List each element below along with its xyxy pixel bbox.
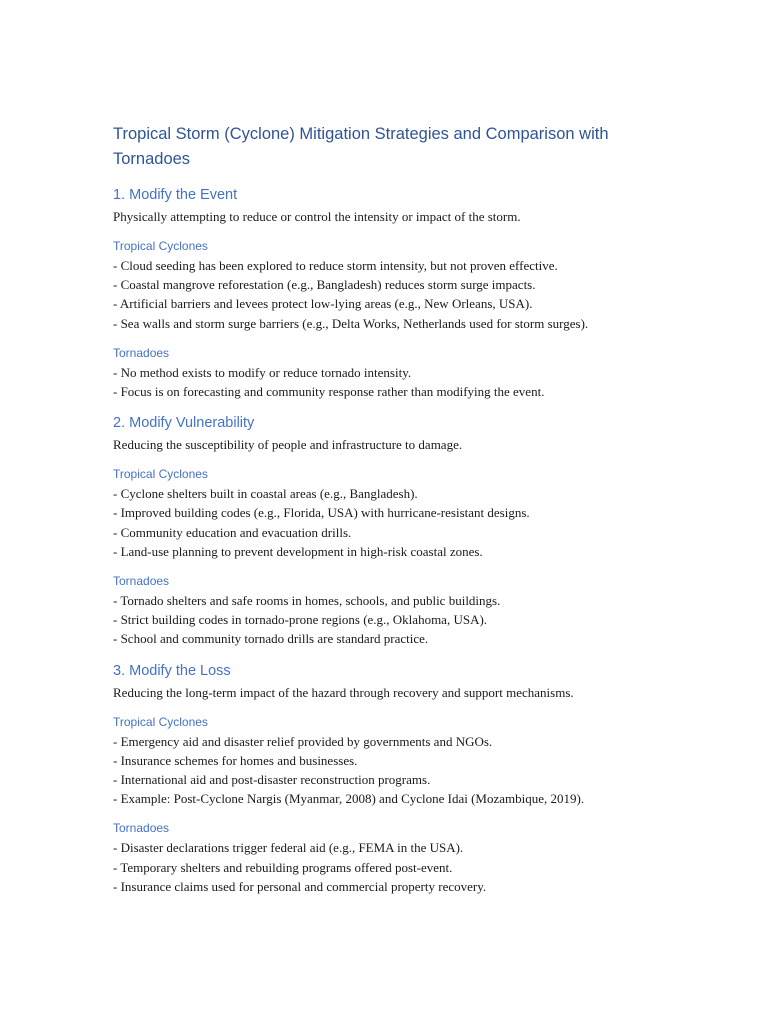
list-item: - Coastal mangrove reforestation (e.g., Bangladesh) reduces storm surge impacts. bbox=[113, 277, 536, 293]
list-item: - Disaster declarations trigger federal aid (e.g., FEMA in the USA). bbox=[113, 840, 464, 856]
list-item: - International aid and post-disaster reconstruction programs. bbox=[113, 772, 431, 788]
subheading-tornadoes: Tornadoes bbox=[113, 574, 170, 589]
document-title: Tropical Storm (Cyclone) Mitigation Strategies and Comparison with Tornadoes bbox=[113, 125, 609, 168]
bullet-list bbox=[113, 256, 673, 333]
list-item: - Improved building codes (e.g., Florida, USA) with hurricane-resistant designs. bbox=[113, 505, 530, 521]
subheading-tornadoes: Tornadoes bbox=[113, 821, 170, 836]
section-heading: 2. Modify Vulnerability bbox=[113, 415, 255, 432]
bullet-list bbox=[113, 484, 673, 561]
list-item: - Community education and evacuation drills. bbox=[113, 524, 352, 540]
list-item: - Tornado shelters and safe rooms in homes, schools, and public buildings. bbox=[113, 593, 501, 609]
subheading-tropical-cyclones: Tropical Cyclones bbox=[113, 714, 208, 729]
section-description: Reducing the long-term impact of the hazard through recovery and support mechanisms. bbox=[113, 684, 574, 700]
bullet-list bbox=[113, 732, 673, 809]
subheading-tornadoes: Tornadoes bbox=[113, 345, 170, 360]
subheading-tropical-cyclones: Tropical Cyclones bbox=[113, 467, 208, 482]
document-page bbox=[113, 122, 673, 908]
subheading-tropical-cyclones: Tropical Cyclones bbox=[113, 239, 208, 253]
section-description: Reducing the susceptibility of people and infrastructure to damage. bbox=[113, 437, 463, 453]
section-heading: 1. Modify the Event bbox=[113, 187, 238, 203]
list-item: - Temporary shelters and rebuilding programs offered post-event. bbox=[113, 859, 453, 875]
list-item: - Sea walls and storm surge barriers (e.g., Delta Works, Netherlands used for storm surges). bbox=[113, 315, 589, 331]
list-item: - Insurance schemes for homes and businesses. bbox=[113, 752, 358, 768]
list-item: - Strict building codes in tornado-prone regions (e.g., Oklahoma, USA). bbox=[113, 612, 488, 628]
section-modify-loss bbox=[113, 661, 673, 896]
list-item: - Emergency aid and disaster relief provided by governments and NGOs. bbox=[113, 733, 493, 749]
section-modify-vulnerability bbox=[113, 413, 673, 648]
bullet-list bbox=[113, 838, 673, 896]
bullet-list bbox=[113, 591, 673, 649]
list-item: - Example: Post-Cyclone Nargis (Myanmar, 2008) and Cyclone Idai (Mozambique, 2019). bbox=[113, 791, 585, 807]
section-heading: 3. Modify the Loss bbox=[113, 662, 231, 679]
list-item: - Land-use planning to prevent development in high-risk coastal zones. bbox=[113, 543, 483, 559]
list-item: - No method exists to modify or reduce tornado intensity. bbox=[113, 364, 412, 380]
list-item: - Insurance claims used for personal and commercial property recovery. bbox=[113, 878, 487, 894]
section-description: Physically attempting to reduce or control the intensity or impact of the storm. bbox=[113, 209, 521, 224]
list-item: - Focus is on forecasting and community response rather than modifying the event. bbox=[113, 384, 545, 400]
list-item: - School and community tornado drills are standard practice. bbox=[113, 631, 429, 647]
list-item: - Cloud seeding has been explored to reduce storm intensity, but not proven effective. bbox=[113, 258, 558, 273]
list-item: - Cyclone shelters built in coastal areas (e.g., Bangladesh). bbox=[113, 486, 418, 502]
section-modify-event bbox=[113, 185, 673, 401]
bullet-list bbox=[113, 363, 673, 401]
list-item: - Artificial barriers and levees protect low-lying areas (e.g., New Orleans, USA). bbox=[113, 296, 533, 312]
